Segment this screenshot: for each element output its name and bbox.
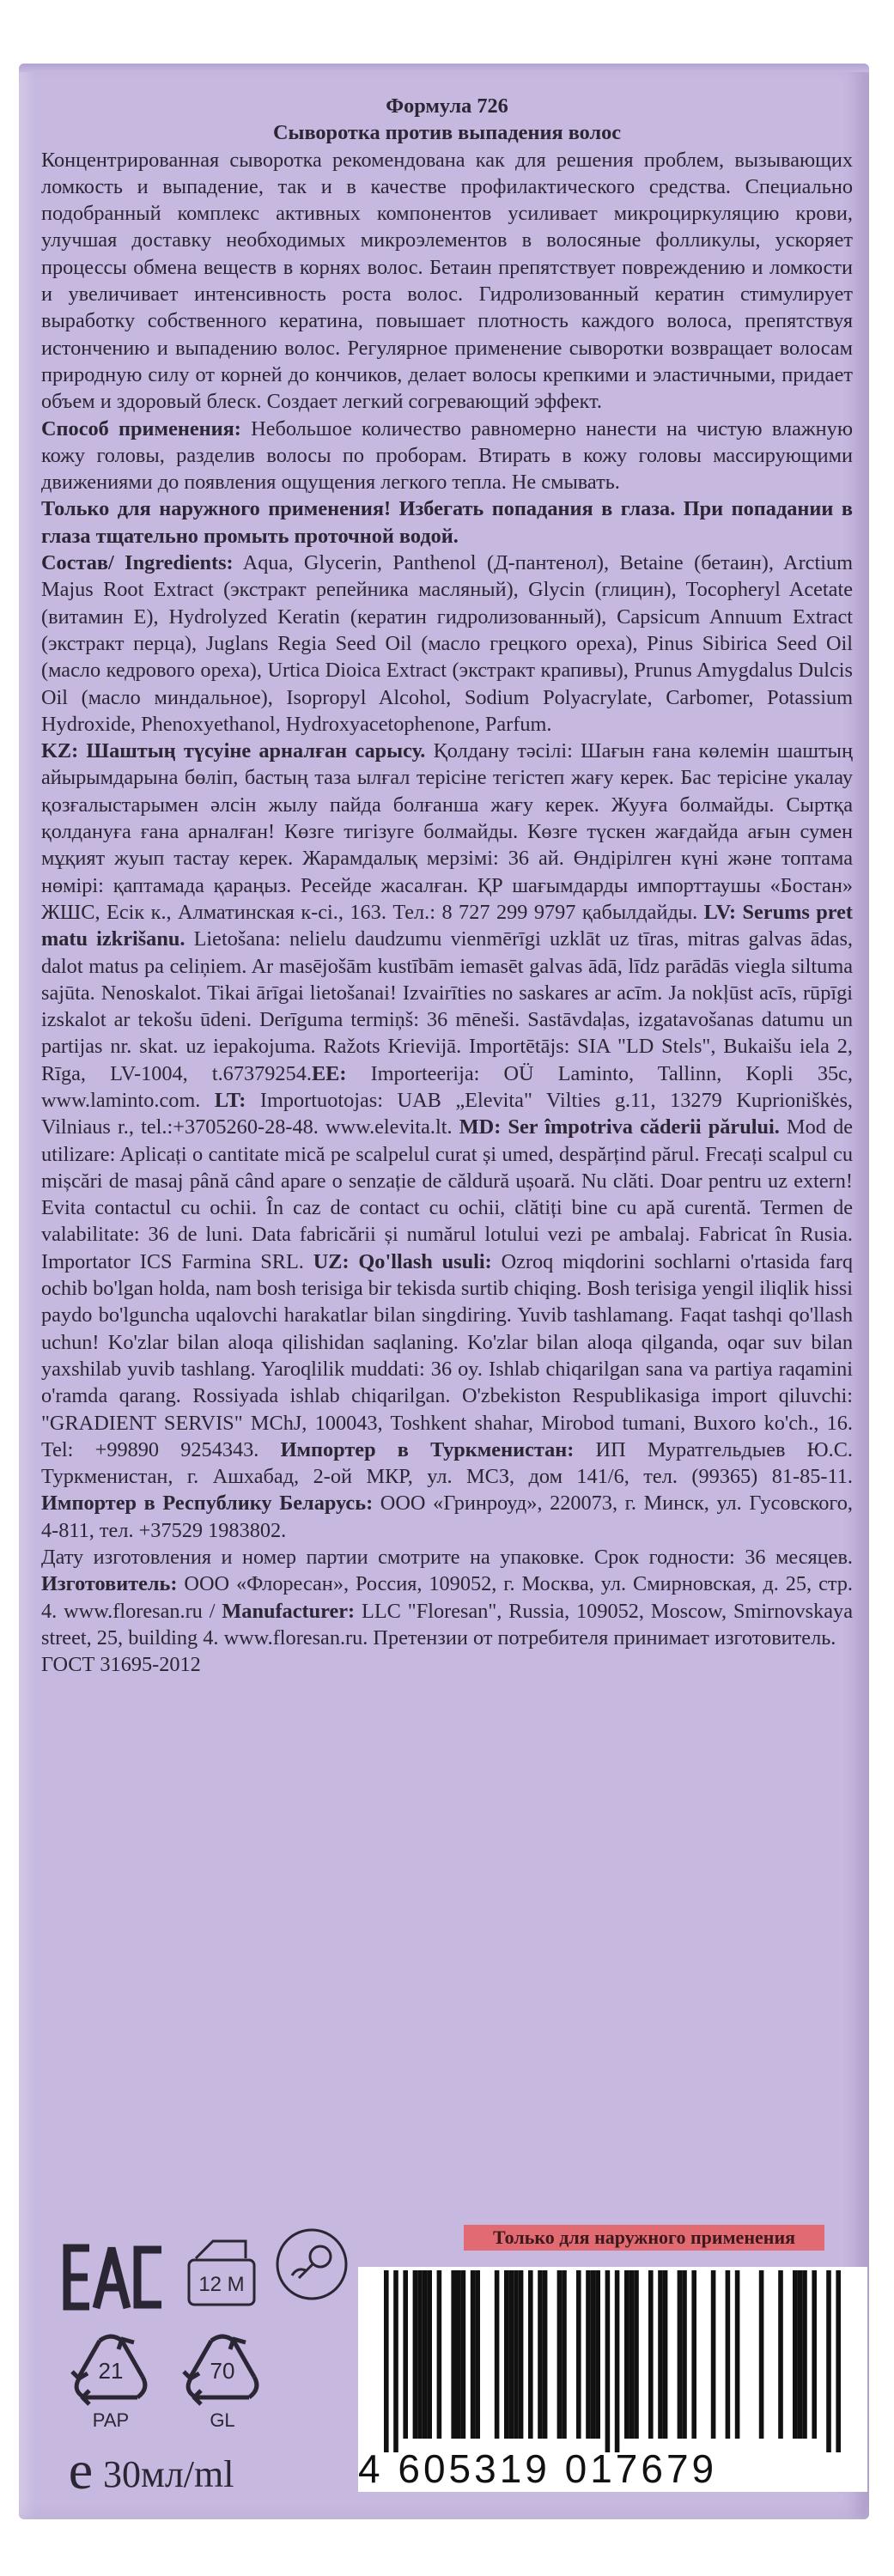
barcode-bar xyxy=(461,2270,466,2439)
barcode-bar xyxy=(735,2270,740,2439)
uz-text: Ozroq miqdorini sochlarni o'rtasida farq ochib bo'lgan holda, nam bosh terisiga bir tekisda surtib chiqing. Bosh terisiga yengil iliqlik hissi paydo bo'lguncha uqalovchi harakatlar bilan singdiring. Yuvib tashlamang. Faqat tashqi qo'llash uchun! Ko'zlar bilan aloqa qilishidan saqlaning. Ko'zlar bilan aloqa qilganda, oqar suv bilan yaxshilab yuvib tashlang. Yaroqlilik muddati: 36 oy. Ishlab chiqarilgan sana va partiya raqamini o'ramda qarang. Rossiyada ishlab chiqarilgan. O'zbekiston Respublikasiga import qiluvchi: "GRADIENT SERVIS" MChJ, 100043, Toshkent shahar, Mirobod tumani, Buxoro ko'ch., 16. Tel: +99890 9254343. xyxy=(41,1249,853,1461)
barcode-bar xyxy=(384,2270,389,2452)
manufacturer-en-text: LLC "Floresan", Russia, 109052, Moscow, Smirnovskaya street, 25, building 4. www.floresan.ru. Претензии от потребителя принимает изготовитель. xyxy=(41,1599,853,1649)
barcode-bar xyxy=(615,2270,620,2452)
eac-icon-label: EAC xyxy=(62,2243,64,2244)
barcode-bar xyxy=(471,2270,476,2439)
barcode-bar xyxy=(658,2270,663,2439)
ingredients-text: Aqua, Glycerin, Panthenol (Д-пантенол), Betaine (бетаин), Arctium Majus Root Extract (экстракт репейника масляный), Glycin (глицин), Tocopheryl Acetate (витамин Е), Hydrolyzed Keratin (кератин гидролизованный), Capsicum Annuum Extract (экстракт перца), Juglans Regia Seed Oil (масло грецкого ореха), Pinus Sibirica Seed Oil (масло кедрового ореха), Urtica Dioica Extract (экстракт крапивы), Prunus Amygdalus Dulcis Oil (масло миндальное), Isopropyl Alcohol, Sodium Polyacrylate, Carbomer, Potassium Hydroxide, Phenoxyethanol, Hydroxyacetophenone, Parfum. xyxy=(41,551,854,736)
barcode-bar xyxy=(557,2270,563,2439)
barcode xyxy=(358,2267,867,2492)
barcode-bar xyxy=(624,2270,629,2439)
description-paragraph: Концентрированная сыворотка рекомендована как для решения проблем, вызывающих ломкость и выпадение, так и в качестве профилактического средства. Специально подобранный комплекс активных компонентов усиливает микроциркуляцию крови, улучшая доставку необходимых микроэлементов в волосяные фолликулы, ускоряет процессы обмена веществ в корнях волос. Бетаин препятствует повреждению и ломкости и увеличивает интенсивность роста волос. Гидролизованный кератин стимулирует выработку собственного кератина, повышает плотность каждого волоса, препятствуя истончению и выпадению волос. Регулярное применение сыворотки возвращает волосам природную силу от корней до кончиков, делает волосы крепкими и эластичными, придает объем и здоровый блеск. Создает легкий согревающий эффект. xyxy=(41,148,853,414)
barcode-bar xyxy=(812,2270,817,2439)
recycle-gl-icon xyxy=(167,2329,278,2432)
barcode-bar xyxy=(634,2270,639,2439)
usage-text: Небольшое количество равномерно нанести на чистую влажную кожу головы, разделив волосы по проборам. Втирать в кожу головы массирующими движениями до появления ощущения легкого тепла. Не смывать. xyxy=(41,416,853,495)
barcode-bar xyxy=(427,2270,432,2439)
manufacturer-heading: Изготовитель: xyxy=(41,1572,178,1596)
barcode-bar xyxy=(682,2270,687,2439)
barcode-bar xyxy=(576,2270,581,2439)
recycle-gl-number: 70 xyxy=(210,2358,235,2384)
barcode-bar xyxy=(605,2270,611,2452)
barcode-bar xyxy=(678,2270,683,2439)
multilingual-paragraph xyxy=(41,738,853,1544)
lt-heading: LT: xyxy=(200,1088,246,1112)
barcode-bar xyxy=(437,2270,442,2439)
manufacturer-text: ООО «Флоресан», Россия, 109052, г. Москва, ул. Смирновская, д. 25, стр. 4. www.floresan.ru / xyxy=(41,1572,853,1623)
barcode-bar xyxy=(403,2270,408,2439)
barcode-bar xyxy=(543,2270,548,2439)
barcode-bar xyxy=(528,2270,533,2439)
barcode-bar xyxy=(793,2270,798,2439)
kz-heading: KZ: Шаштың түсуіне арналған сарысу. xyxy=(41,739,426,763)
ee-heading: EE: xyxy=(311,1061,347,1085)
barcode-bar xyxy=(591,2270,596,2439)
md-heading: MD: Ser împotriva căderii părului. xyxy=(452,1115,780,1139)
barcode-bar xyxy=(802,2270,807,2439)
hand-magnifier-icon xyxy=(273,2226,350,2303)
lv-text: Lietošana: nelielu daudzumu vienmērīgi uzklāt uz tīras, mitras galvas ādas, dalot matus pa celiņiem. Ar masējošām kustībām iemasēt galvas ādā, līdz parādās viegla siltuma sajūta. Nenoskalot. Tikai ārīgai lietošanai! Izvairīties no saskares ar acīm. Ja nokļūst acīs, rūpīgi izskalot ar tekošu ūdeni. Derīguma termiņš: 36 mēneši. Sastāvdaļas, izgatavošanas datumu un partijas nr. skat. uz iepakojuma. Ražots Krievijā. Importētājs: SIA "LD Stels", Bukaišu iela 2, Rīga, LV-1004, t.67379254. xyxy=(41,927,853,1085)
barcode-bar xyxy=(456,2270,461,2439)
barcode-bar xyxy=(509,2270,514,2439)
barcode-bar xyxy=(413,2270,418,2439)
md-text: Mod de utilizare: Aplicați o cantitate mică pe scalpelul curat și umed, despărțind părul. Frecați scalpul cu mișcări de masaj până când apare o senzație de căldură ușoară. Nu clăti. Doar pentru uz extern! Evita contactul cu ochii. În caz de contact cu ochii, clătiți bine cu apă curentă. Termen de valabilitate: 36 de luni. Data fabricării și numărul lotului vezi pe ambalaj. Fabricat în Rusia. Importator ICS Farmina SRL. xyxy=(41,1115,854,1273)
barcode-bar xyxy=(417,2270,423,2439)
barcode-bar xyxy=(586,2270,591,2439)
barcode-bar xyxy=(475,2270,480,2439)
volume-label: 30мл/ml xyxy=(103,2453,234,2495)
warning-paragraph xyxy=(41,495,853,550)
pao-jar-icon xyxy=(184,2238,261,2310)
barcode-bar xyxy=(519,2270,524,2439)
external-use-label: Только для наружного применения xyxy=(464,2225,824,2251)
barcode-bar xyxy=(514,2270,519,2439)
barcode-bar xyxy=(663,2270,668,2439)
eac-icon xyxy=(62,2243,165,2312)
recycle-pap-icon xyxy=(55,2329,167,2432)
manufacturer-en-heading: Manufacturer: xyxy=(215,1599,356,1623)
label-text-block xyxy=(41,93,853,1679)
barcode-bar xyxy=(629,2270,635,2439)
manufacturer-paragraph xyxy=(41,1544,853,1651)
barcode-bar xyxy=(836,2270,841,2452)
product-formula-title: Формула 726 xyxy=(386,94,508,118)
gost-standard: ГОСТ 31695-2012 xyxy=(41,1653,201,1677)
barcode-bar xyxy=(562,2270,567,2439)
usage-heading: Способ применения: xyxy=(41,416,241,440)
product-name: Сыворотка против выпадения волос xyxy=(272,121,622,145)
warning-text: Только для наружного применения! Избегать попадания в глаза. При попадании в глаза тщательно промыть проточной водой. xyxy=(41,497,853,548)
barcode-bar xyxy=(538,2270,543,2439)
usage-paragraph xyxy=(41,416,853,496)
ingredients-heading: Состав/ Ingredients: xyxy=(41,551,234,575)
e-mark-icon xyxy=(57,2445,105,2497)
lt-text: Importuotojas: UAB „Elevita" Vilties g.11, 13279 Kuprioniškės, Vilniaus r., tel.:+3705260-28-48. www.elevita.lt. xyxy=(41,1088,853,1139)
recycle-pap-code: PAP xyxy=(92,2409,130,2431)
tm-heading: Импортер в Туркменистан: xyxy=(258,1437,575,1461)
lv-heading: LV: Serums pret matu izkrišanu. xyxy=(41,900,853,951)
recycle-gl-code: GL xyxy=(210,2409,235,2431)
barcode-bar xyxy=(495,2270,500,2439)
tm-text: ИП Муратгельдыев Ю.С. Туркменистан, г. Ашхабад, 2-ой МКР, ул. МСЗ, дом 141/6, тел. (99365) 81-85-11. xyxy=(41,1437,853,1489)
ingredients-paragraph xyxy=(41,550,853,738)
barcode-bar xyxy=(826,2270,831,2452)
barcode-number: 4 605319 017679 xyxy=(358,2446,718,2491)
recycle-pap-number: 21 xyxy=(98,2358,124,2384)
by-heading: Импортер в Республику Беларусь: xyxy=(41,1492,374,1516)
e-mark-letter: e xyxy=(68,2445,94,2497)
by-text: ООО «Гринроуд», 220073, г. Минск, ул. Гусовского, 4-811, тел. +37529 1983802. xyxy=(41,1492,854,1542)
uz-heading: UZ: Qo'llash usuli: xyxy=(303,1249,492,1273)
barcode-bar xyxy=(778,2270,783,2439)
barcode-bar xyxy=(726,2270,731,2439)
barcode-bar xyxy=(423,2270,428,2439)
barcode-bar xyxy=(595,2270,600,2439)
barcode-bar xyxy=(691,2270,696,2439)
barcode-bar xyxy=(451,2270,456,2439)
kz-text: Қолдану тәсілі: Шағын ғана көлемін шаштың айырымдарына бөліп, бастың таза ылғал терісіне тегістеп жағу керек. Бас терісіне укалау қозғалыстарымен әлсін жылу пайда болғанша жағу керек. Жууға болмайды. Сыртқа қолдануға ғана арналған! Көзге тигізуге болмайды. Көзге түскен жағдайда ағын сумен мұқият жуып тастау керек. Жарамдалық мерзімі: 36 ай. Өндірілген күні және топтама нөмірі: қаптамада қараңыз. Ресейде жасалған. ҚР шағымдарды импорттаушы «Бостан» ЖШС, Есік к., Алматинская к-сі., 163. Тел.: 8 727 299 9797 қабылдайды. xyxy=(41,739,853,924)
barcode-bar xyxy=(393,2270,398,2452)
barcode-bar xyxy=(504,2270,509,2439)
expiry-text: Дату изготовления и номер партии смотрите на упаковке. Срок годности: 36 месяцев. xyxy=(41,1546,853,1570)
ee-text: Importeerija: OÜ Laminto, Tallinn, Kopli 35c, www.laminto.com. xyxy=(41,1061,854,1112)
barcode-bar xyxy=(759,2270,764,2439)
barcode-bar xyxy=(648,2270,654,2439)
barcode-bar xyxy=(711,2270,716,2439)
pao-months-label: 12 M xyxy=(198,2273,245,2296)
barcode-bar xyxy=(798,2270,803,2439)
